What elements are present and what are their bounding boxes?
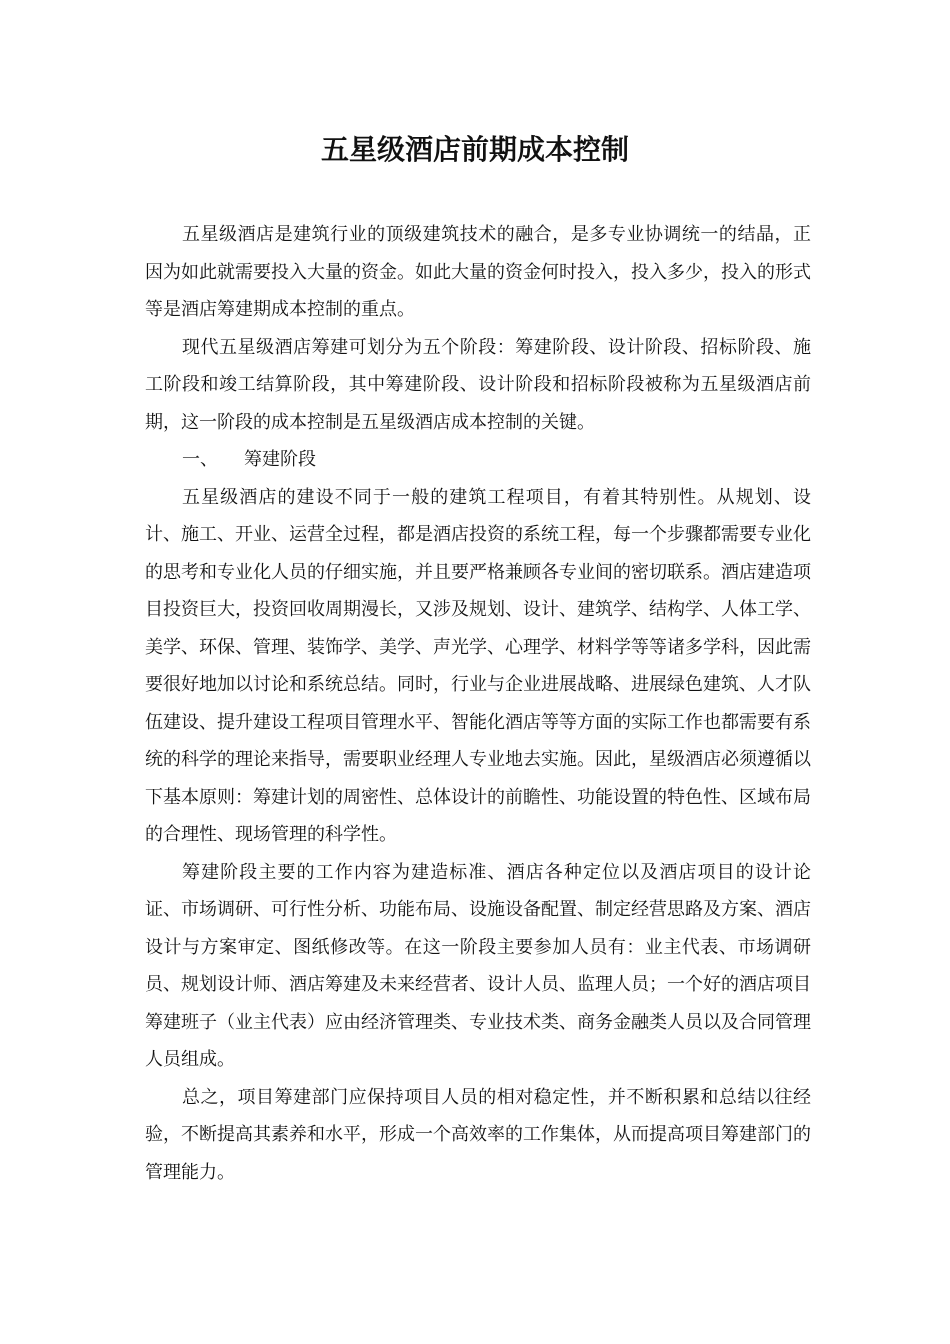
document-title: 五星级酒店前期成本控制 [320,133,629,166]
section-heading [145,441,811,479]
stages-paragraph: 现代五星级酒店筹建可划分为五个阶段：筹建阶段、设计阶段、招标阶段、施工阶段和竣工结算阶段，其中筹建阶段、设计阶段和招标阶段被称为五星级酒店前期，这一阶段的成本控制是五星级酒店成本控制的关键。 [145,336,811,433]
intro-paragraph: 五星级酒店是建筑行业的顶级建筑技术的融合，是多专业协调统一的结晶，正因为如此就需要投入大量的资金。如此大量的资金何时投入，投入多少，投入的形式等是酒店筹建期成本控制的重点。 [145,224,811,320]
document-body [145,216,811,1191]
section-number: 一、 [182,449,218,470]
section-paragraph: 筹建阶段主要的工作内容为建造标准、酒店各种定位以及酒店项目的设计论证、市场调研、可行性分析、功能布局、设施设备配置、制定经营思路及方案、酒店设计与方案审定、图纸修改等。在这一阶段主要参加人员有：业主代表、市场调研员、规划设计师、酒店筹建及未来经营者、设计人员、监理人员；一个好的酒店项目筹建班子（业主代表）应由经济管理类、专业技术类、商务金融类人员以及合同管理人员组成。 [145,861,811,1070]
section-paragraph: 总之，项目筹建部门应保持项目人员的相对稳定性，并不断积累和总结以往经验，不断提高其素养和水平，形成一个高效率的工作集体，从而提高项目筹建部门的管理能力。 [145,1086,811,1183]
section-heading-text: 筹建阶段 [244,449,316,470]
section-paragraph: 五星级酒店的建设不同于一般的建筑工程项目，有着其特别性。从规划、设计、施工、开业、运营全过程，都是酒店投资的系统工程，每一个步骤都需要专业化的思考和专业化人员的仔细实施，并且要严格兼顾各专业间的密切联系。酒店建造项目投资巨大，投资回收周期漫长，又涉及规划、设计、建筑学、结构学、人体工学、美学、环保、管理、装饰学、美学、声光学、心理学、材料学等等诸多学科，因此需要很好地加以讨论和系统总结。同时，行业与企业进展战略、进展绿色建筑、人才队伍建设、提升建设工程项目管理水平、智能化酒店等等方面的实际工作也都需要有系统的科学的理论来指导，需要职业经理人专业地去实施。因此，星级酒店必须遵循以下基本原则：筹建计划的周密性、总体设计的前瞻性、功能设置的特色性、区域布局的合理性、现场管理的科学性。 [145,486,811,845]
